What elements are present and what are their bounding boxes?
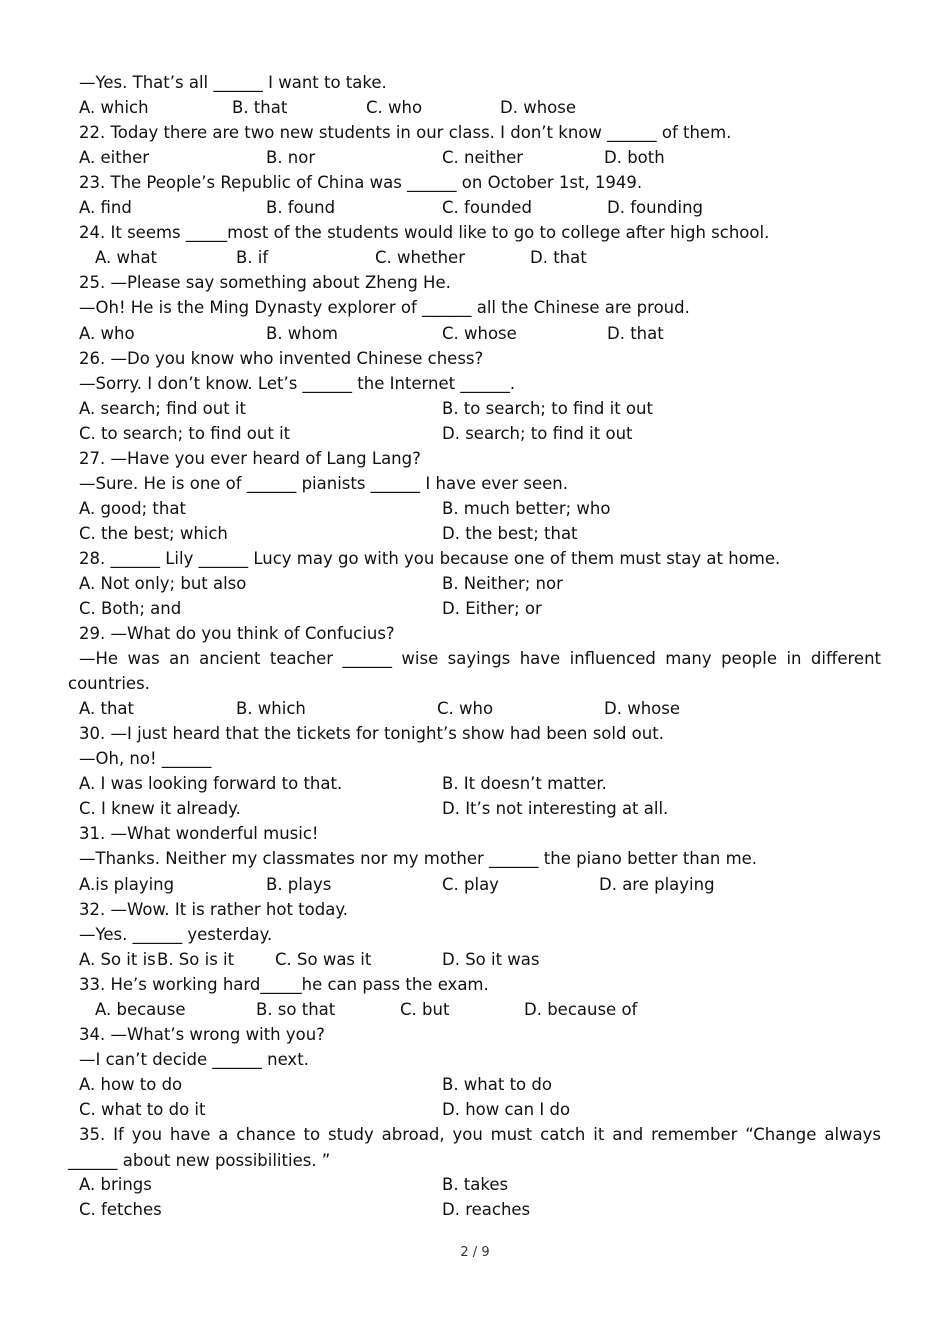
question-text: 30. —I just heard that the tickets for tonight’s show had been sold out. xyxy=(79,724,664,743)
option-c: C. whether xyxy=(375,248,465,267)
option-d: D. how can I do xyxy=(442,1100,571,1119)
question-text: 28. ______ Lily ______ Lucy may go with you because one of them must stay at home. xyxy=(79,549,781,568)
option-a: A. find xyxy=(79,198,132,217)
option-c: C. founded xyxy=(442,198,532,217)
question-text: —Yes. ______ yesterday. xyxy=(79,925,273,944)
option-c: C. Both; and xyxy=(79,599,182,618)
option-b: B. which xyxy=(236,699,306,718)
option-d: D. that xyxy=(530,248,587,267)
question-text: 34. —What’s wrong with you? xyxy=(79,1025,325,1044)
question-text: ______ about new possibilities. ” xyxy=(68,1151,331,1170)
option-b: B. So is it xyxy=(157,950,235,969)
option-a: A.is playing xyxy=(79,875,175,894)
option-a: A. good; that xyxy=(79,499,186,518)
option-c: C. to search; to find out it xyxy=(79,424,291,443)
option-c: C. what to do it xyxy=(79,1100,206,1119)
option-b: B. what to do xyxy=(442,1075,552,1094)
option-c: C. who xyxy=(366,98,423,117)
option-d: D. both xyxy=(604,148,665,167)
option-a: A. brings xyxy=(79,1175,152,1194)
option-c: C. who xyxy=(437,699,494,718)
option-b: B. found xyxy=(266,198,336,217)
question-text-justified: —He was an ancient teacher ______ wise sayings have influenced many people in different xyxy=(79,649,881,668)
option-b: B. much better; who xyxy=(442,499,611,518)
option-d: D. It’s not interesting at all. xyxy=(442,799,669,818)
option-c: C. play xyxy=(442,875,499,894)
option-a: A. because xyxy=(95,1000,186,1019)
question-text: countries. xyxy=(68,674,150,693)
option-c: C. I knew it already. xyxy=(79,799,241,818)
option-a: A. Not only; but also xyxy=(79,574,247,593)
question-text: —Oh! He is the Ming Dynasty explorer of ______ all the Chinese are proud. xyxy=(79,298,690,317)
question-text: 33. He’s working hard_____he can pass the exam. xyxy=(79,975,489,994)
option-d: D. because of xyxy=(524,1000,638,1019)
option-c: C. but xyxy=(400,1000,450,1019)
question-text: 25. —Please say something about Zheng He. xyxy=(79,273,451,292)
option-d: D. whose xyxy=(500,98,576,117)
option-a: A. who xyxy=(79,324,135,343)
question-text: 26. —Do you know who invented Chinese chess? xyxy=(79,349,484,368)
question-text-justified: 35. If you have a chance to study abroad, you must catch it and remember “Change always xyxy=(79,1125,881,1144)
option-d: D. whose xyxy=(604,699,680,718)
option-d: D. So it was xyxy=(442,950,540,969)
option-c: C. whose xyxy=(442,324,517,343)
question-text: 27. —Have you ever heard of Lang Lang? xyxy=(79,449,421,468)
question-text: 32. —Wow. It is rather hot today. xyxy=(79,900,348,919)
question-text: —Oh, no! ______ xyxy=(79,749,212,768)
option-c: C. So was it xyxy=(275,950,372,969)
option-b: B. nor xyxy=(266,148,316,167)
option-b: B. takes xyxy=(442,1175,509,1194)
option-c: C. fetches xyxy=(79,1200,162,1219)
question-text: —Yes. That’s all ______ I want to take. xyxy=(79,73,387,92)
option-a: A. how to do xyxy=(79,1075,183,1094)
option-b: B. It doesn’t matter. xyxy=(442,774,607,793)
option-a: A. that xyxy=(79,699,134,718)
option-c: C. neither xyxy=(442,148,524,167)
option-a: A. So it is xyxy=(79,950,156,969)
question-text: 29. —What do you think of Confucius? xyxy=(79,624,395,643)
option-b: B. that xyxy=(232,98,288,117)
option-a: A. either xyxy=(79,148,150,167)
option-d: D. reaches xyxy=(442,1200,531,1219)
question-text: —Thanks. Neither my classmates nor my mother ______ the piano better than me. xyxy=(79,849,758,868)
question-text: 24. It seems _____most of the students would like to go to college after high school. xyxy=(79,223,770,242)
option-b: B. Neither; nor xyxy=(442,574,563,593)
question-text: 23. The People’s Republic of China was ______ on October 1st, 1949. xyxy=(79,173,643,192)
option-a: A. search; find out it xyxy=(79,399,246,418)
option-d: D. Either; or xyxy=(442,599,542,618)
question-text: —Sure. He is one of ______ pianists ______ I have ever seen. xyxy=(79,474,568,493)
option-c: C. the best; which xyxy=(79,524,228,543)
option-a: A. what xyxy=(95,248,158,267)
option-d: D. are playing xyxy=(599,875,715,894)
option-b: B. to search; to find it out xyxy=(442,399,653,418)
option-d: D. search; to find it out xyxy=(442,424,633,443)
question-text: —I can’t decide ______ next. xyxy=(79,1050,309,1069)
option-b: B. so that xyxy=(256,1000,336,1019)
option-d: D. that xyxy=(607,324,664,343)
question-text: 31. —What wonderful music! xyxy=(79,824,319,843)
option-b: B. whom xyxy=(266,324,338,343)
option-b: B. if xyxy=(236,248,269,267)
option-d: D. the best; that xyxy=(442,524,578,543)
option-b: B. plays xyxy=(266,875,332,894)
page-number: 2 / 9 xyxy=(460,1245,490,1260)
option-a: A. I was looking forward to that. xyxy=(79,774,343,793)
question-text: —Sorry. I don’t know. Let’s ______ the Internet ______. xyxy=(79,374,516,393)
option-d: D. founding xyxy=(607,198,704,217)
question-text: 22. Today there are two new students in our class. I don’t know ______ of them. xyxy=(79,123,732,142)
option-a: A. which xyxy=(79,98,149,117)
